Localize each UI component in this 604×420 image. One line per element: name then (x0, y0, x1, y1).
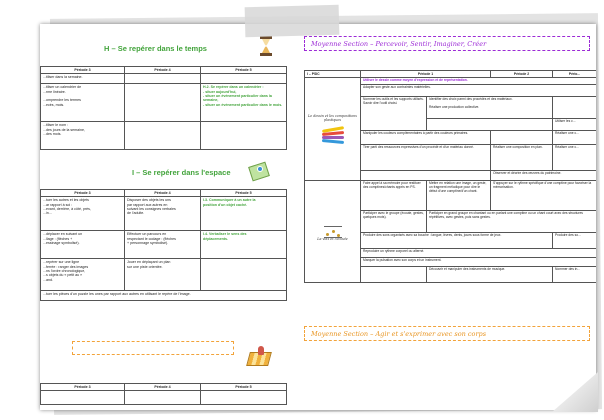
col-header: Période 5 (201, 384, 287, 391)
col-header: Période 4 (125, 67, 201, 74)
left-column (40, 24, 288, 410)
cell-text: Savoir dire l'outil choisi. (363, 100, 398, 105)
document-sheet (40, 24, 596, 410)
col-header: Période 1 (361, 71, 491, 78)
section-h-title: H – Se repérer dans le temps (104, 44, 207, 53)
table-j (40, 383, 287, 405)
col-header: Période 4 (125, 190, 201, 197)
table-cell: Adapter son geste aux contraintes matérielles. (361, 85, 597, 97)
board-game-icon (246, 346, 272, 368)
table-cell: Reproduire un rythme corporel ou alterné. (361, 249, 597, 258)
table-cell (201, 259, 287, 291)
table-cell: Manipuler les couleurs complémentaires à partir des couleurs primaires. (361, 131, 491, 145)
domain-dessin (305, 78, 361, 181)
table-cell: ...repérer sur une ligne ...ferrée : ranger des images ...ns l'ordre chronologique, ...s objets du « petit au » ...and. (41, 259, 125, 291)
col-header: Période 4 (125, 384, 201, 391)
table-cell: Découvrir et manipuler des instruments de musique. (427, 267, 553, 283)
table-cell (361, 171, 491, 181)
paintbrush-icon (322, 127, 344, 143)
table-cell: Jouer en déplaçant un plan sur une piste orientée. (125, 259, 201, 291)
table-cell: Nommer des in... (553, 267, 596, 283)
domain-dessin-label: Le dessin et les compositions plastiques (308, 114, 357, 123)
table-psic (304, 70, 596, 283)
col-header: Période 5 (201, 67, 287, 74)
tape-strip (245, 5, 340, 37)
table-cell: Participer avec le groupe (écoute, gestes, quelques mots). (361, 211, 427, 233)
table-cell: ...tuer les autres et les objets ...ar rapport à soi : ...evant, derrière, à côté, près, ...in... (41, 197, 125, 231)
table-cell: Faire appel à sa mémoire pour restituer des comptines/chants appris en PS. (361, 181, 427, 211)
table-cell: Observer et décrire des œuvres du patrimoine. (491, 171, 596, 181)
table-cell: H.2. Se repérer dans un calendrier : - situer aujourd'hui, - situer un événement particulier dans la semaine, - situer un événement particulier dans le mois. (201, 84, 287, 122)
table-cell: Réaliser une c... (553, 145, 596, 171)
hourglass-icon (260, 36, 272, 56)
col-header: Période 5 (201, 190, 287, 197)
map-icon (248, 160, 270, 182)
music-notes-icon (324, 226, 342, 238)
section-j-banner (72, 341, 234, 355)
table-cell: Effectuer un parcours en respectant le codage : (flèches + personnage symbolisé). (125, 231, 201, 259)
table-cell: ...tuer les pièces d'un puzzle les unes par rapport aux autres en utilisant le repère de l'image. (41, 291, 287, 301)
table-cell (361, 97, 427, 131)
table-cell: Tirer parti des ressources expressives d'un procédé et d'un matériau donné. (361, 145, 491, 171)
table-cell: ...tiliser dans la semaine. (41, 74, 125, 84)
col-header: Pério... (553, 71, 596, 78)
banner-agir: Moyenne Section – Agir et s'exprimer avec son corps (304, 326, 590, 341)
table-cell: ...tiliser le nom : ...des jours de la semaine, ...des mois. (41, 122, 125, 150)
table-cell: Produire des so... (553, 233, 596, 249)
col-header: Période 2 (491, 71, 553, 78)
table-cell: Mettre en relation une image, un geste, un fragment mélodique pour dire le début d'une comptine/d'un chant. (427, 181, 491, 211)
col-header: Période 3 (41, 190, 125, 197)
table-cell: Disposer des objets les uns par rapport aux autres en suivant les consignes verbales de l'adulte. (125, 197, 201, 231)
col-header: Période 3 (41, 67, 125, 74)
table-cell: ...tiliser un calendrier de ...rme linéaire. ...omprendre les termes ...ecès, mois. (41, 84, 125, 122)
section-i-title: I – Se repérer dans l'espace (132, 168, 231, 177)
table-cell (125, 84, 201, 122)
table-i-espace (40, 189, 287, 301)
table-cell: S'appuyer sur le rythme spécifique d'une comptine pour favoriser la mémorisation. (491, 181, 596, 211)
table-cell: Réaliser une c... (553, 131, 596, 145)
table-cell: Utiliser le dessin comme moyen d'expression et de représentation. (361, 78, 597, 85)
table-cell: ...déplacer en suivant un ...llage : (flèches + ...essinage symbolisé). (41, 231, 125, 259)
col-header-corner: I – PSIC (305, 71, 361, 78)
table-cell (201, 122, 287, 150)
table-cell: I.4. Verbaliser le sens des déplacements. (201, 231, 287, 259)
table-cell (201, 74, 287, 84)
banner-percevoir: Moyenne Section – Percevoir, Sentir, Imaginer, Créer (304, 36, 590, 51)
table-cell: I.3. Communiquer à un autre la position d'un objet caché. (201, 197, 287, 231)
table-cell: Réaliser une composition en plan. (491, 145, 553, 171)
right-column (304, 24, 596, 410)
domain-voix (305, 181, 361, 283)
table-cell (125, 74, 201, 84)
table-cell (125, 122, 201, 150)
col-header: Période 3 (41, 384, 125, 391)
table-cell: Utiliser les c... (553, 119, 596, 131)
table-h-temps (40, 66, 287, 150)
table-cell (427, 119, 553, 131)
table-cell: Produire des sons organisés avec sa bouche : langue, lèvres, dents, joues sous forme de jeux. (361, 233, 553, 249)
table-cell: Participer en grand groupe en chantant ou en parlant une comptine ou un chant court avec des structures répétitives, avec gestes, puis sans gestes. (427, 211, 597, 233)
table-cell: Marquer la pulsation avec son corps et un instrument. (361, 258, 597, 267)
cell-text: Nommer les outils et les supports utilisés. (363, 97, 424, 102)
cell-text: Réaliser une production collective. (429, 104, 480, 109)
domain-voix-label: La voix et l'écoute (317, 236, 348, 241)
table-cell (361, 267, 427, 283)
table-cell (553, 97, 596, 119)
table-cell (427, 97, 553, 119)
cell-text: Identifier des choix parmi des procédés et des matériaux. (429, 97, 513, 102)
table-cell (491, 131, 553, 145)
